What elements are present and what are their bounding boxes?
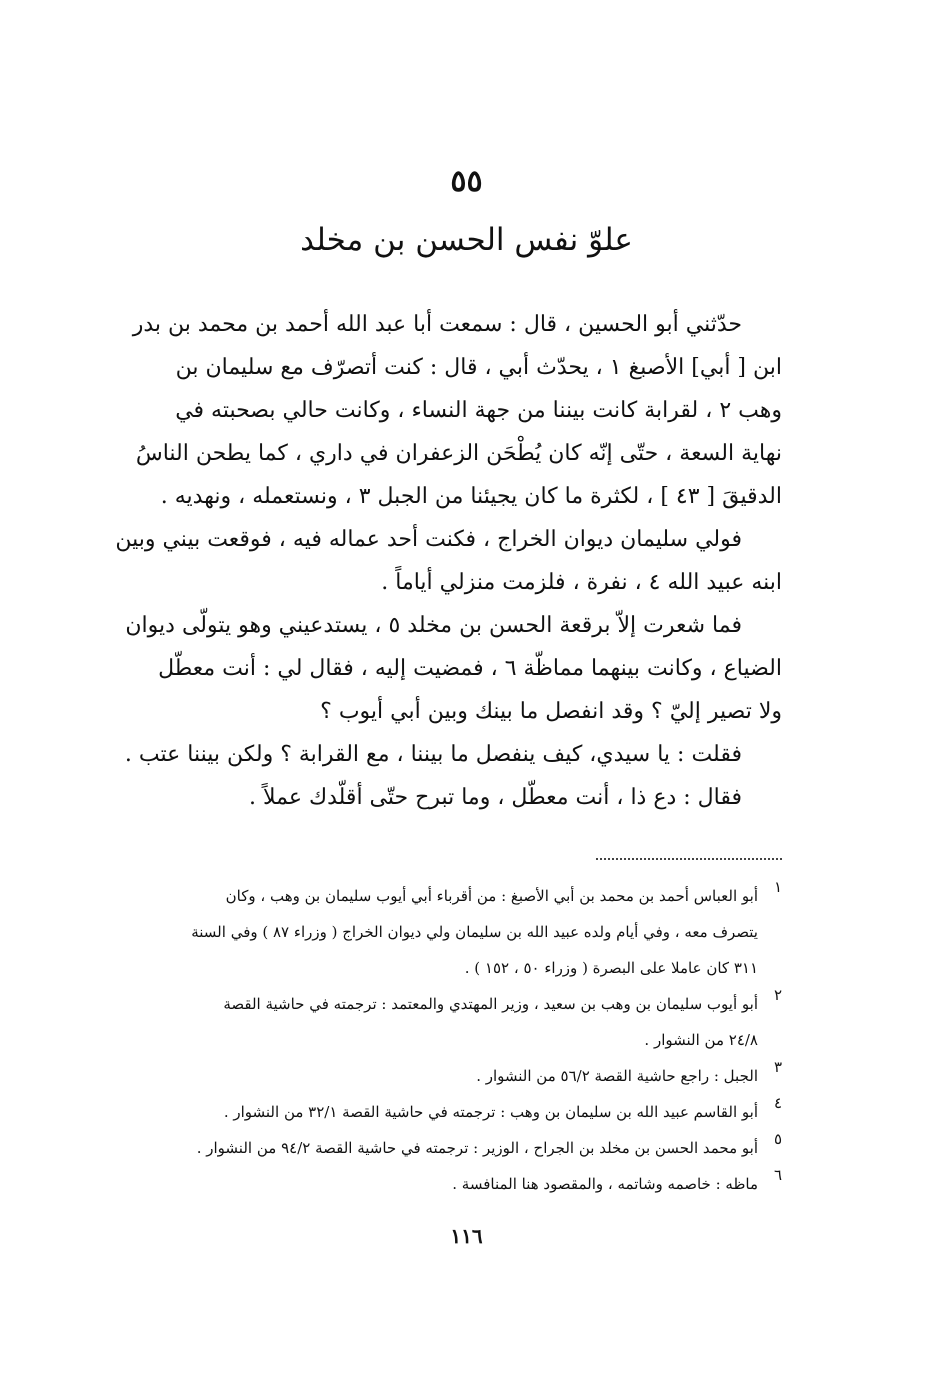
footnote: [110, 1058, 782, 1094]
page-number: ١١٦: [450, 1224, 483, 1248]
footnote: [110, 986, 782, 1058]
text-line: ولا تصير إليّ ؟ وقد انفصل ما بينك وبين أبي أيوب ؟: [320, 699, 782, 724]
text-line: فما شعرت إلاّ برقعة الحسن بن مخلد ٥ ، يستدعيني وهو يتولّى ديوان: [125, 613, 742, 638]
footnote-line: أبو أيوب سليمان بن وهب بن سعيد ، وزير المهتدي والمعتمد : ترجمته في حاشية القصة: [223, 995, 758, 1013]
footnote-line: يتصرف معه ، وفي أيام ولده عبيد الله بن سليمان ولي ديوان الخراج ( وزراء ٨٧ ) وفي السنة: [191, 923, 758, 941]
footnote-line: أبو محمد الحسن بن مخلد بن الجراح ، الوزير : ترجمته في حاشية القصة ٩٤/٢ من النشوار .: [196, 1139, 758, 1157]
footnote-text: [110, 1058, 758, 1094]
footnote-line: ماظه : خاصمه وشاتمه ، والمقصود هنا المنافسة .: [452, 1175, 758, 1193]
footnote: [110, 878, 782, 986]
footnote: [110, 1166, 782, 1202]
text-line: ابنه عبيد الله ٤ ، نفرة ، فلزمت منزلي أياماً .: [381, 570, 782, 595]
text-line: فقال : دع ذا ، أنت معطّل ، وما تبرح حتّى أقلّدك عملاً .: [249, 785, 742, 810]
footnote-text: [110, 986, 758, 1058]
footnote-line: ٣١١ كان عاملا على البصرة ( وزراء ٥٠ ، ١٥٢ ) .: [464, 959, 758, 977]
text-line: وهب ٢ ، لقرابة كانت بيننا من جهة النساء ، وكانت حالي بصحبته في: [175, 398, 782, 423]
footnote-text: [110, 1130, 758, 1166]
text-line: ابن [ أبي] الأصبغ ١ ، يحدّث أبي ، قال : كنت أتصرّف مع سليمان بن: [175, 355, 782, 380]
footnote-text: [110, 1094, 758, 1130]
footnote-divider: [596, 858, 782, 860]
text-line: الضياع ، وكانت بينهما مماظّة ٦ ، فمضيت إليه ، فقال لي : أنت معطّل: [158, 656, 782, 681]
footnote-number: ١: [773, 878, 782, 896]
footnote-line: الجبل : راجع حاشية القصة ٥٦/٢ من النشوار .: [476, 1067, 758, 1085]
footnote-number: ٣: [773, 1058, 782, 1076]
footnote-line: أبو القاسم عبيد الله بن سليمان بن وهب : ترجمته في حاشية القصة ٣٢/١ من النشوار .: [223, 1103, 758, 1121]
footnote-number: ٦: [773, 1166, 782, 1184]
text-line: نهاية السعة ، حتّى إنّه كان يُطْحَن الزعفران في داري ، كما يطحن الناسُ: [135, 441, 782, 466]
footnote: [110, 1094, 782, 1130]
text-line: فقلت : يا سيدي، كيف ينفصل ما بيننا ، مع القرابة ؟ ولكن بيننا عتب .: [124, 742, 742, 767]
footnote-number: ٥: [773, 1130, 782, 1148]
story-text: [110, 303, 782, 819]
footnote-line: ٢٤/٨ من النشوار .: [644, 1031, 758, 1049]
chapter-title: علوّ نفس الحسن بن مخلد: [300, 222, 633, 258]
text-line: فولي سليمان ديوان الخراج ، فكنت أحد عماله فيه ، فوقعت بيني وبين: [115, 527, 742, 552]
footnote-text: [110, 878, 758, 986]
footnote: [110, 1130, 782, 1166]
footnote-text: [110, 1166, 758, 1202]
footnote-number: ٢: [773, 986, 782, 1004]
text-line: الدقيقَ [ ٤٣ ] ، لكثرة ما كان يجيئنا من الجبل ٣ ، ونستعمله ، ونهديه .: [160, 484, 782, 509]
footnotes: [110, 878, 782, 1202]
footnote-number: ٤: [773, 1094, 782, 1112]
chapter-number: ٥٥: [450, 164, 483, 199]
footnote-line: أبو العباس أحمد بن محمد بن أبي الأصبغ : من أقرباء أبي أيوب سليمان بن وهب ، وكان: [225, 887, 758, 905]
text-line: حدّثني أبو الحسين ، قال : سمعت أبا عبد الله أحمد بن محمد بن بدر: [132, 312, 742, 337]
